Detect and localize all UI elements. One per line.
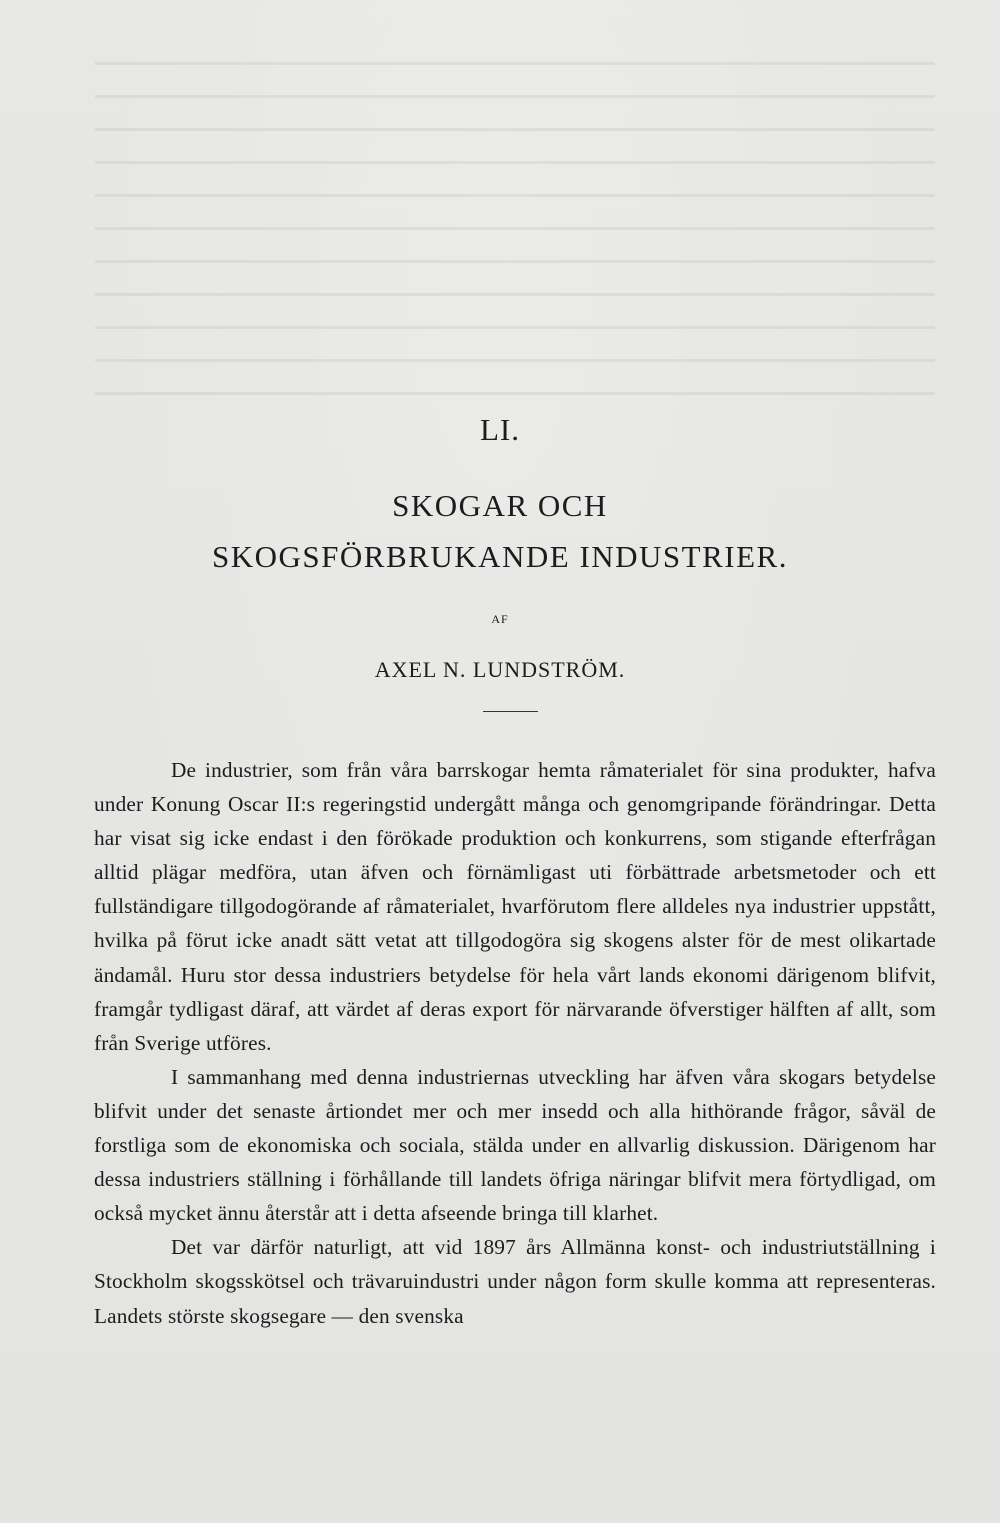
title-divider — [483, 711, 538, 712]
chapter-title-line-2: SKOGSFÖRBRUKANDE INDUSTRIER. — [212, 539, 788, 574]
paragraph: De industrier, som från våra barrskogar hemta råmaterialet för sina produkter, hafva under Konung Oscar II:s regeringstid undergått många och genomgripande förändringar. Detta har visat sig icke endast i den förökade produktion och konkurrens, som stigande efterfrågan alltid plägar medföra, utan äfven och förnämligast uti förbättrade arbetsmetoder och ett fullständigare tillgodogörande af råmaterialet, hvarförutom flere alldeles nya industrier uppstått, hvilka på förut icke anadt sätt vetat att tillgodogöra sig skogens alster för de mest olikartade ändamål. Huru stor dessa industriers betydelse för hela vårt lands ekonomi därigenom blifvit, framgår tydligast däraf, att värdet af deras export för närvarande öfverstiger hälften af allt, som från Sverige utföres. — [94, 758, 936, 1055]
chapter-title-line-1: SKOGAR OCH — [392, 488, 608, 523]
paragraph: I sammanhang med denna industriernas utveckling har äfven våra skogars betydelse blifvit under det senaste årtiondet mer och mer insedd och alla hithörande frågor, såväl de forstliga som de ekonomiska och sociala, stälda under en allvarlig diskussion. Därigenom har dessa industriers ställning i förhållande till landets öfriga näringar blifvit mera förtydligad, om också mycket ännu återstår att i detta afseende bringa till klarhet. — [94, 1064, 936, 1226]
chapter-number: LI. — [479, 412, 520, 447]
author-name: AXEL N. LUNDSTRÖM. — [374, 657, 626, 682]
byline-label: AF — [491, 612, 509, 626]
body-text — [94, 753, 936, 1333]
paragraph: Det var därför naturligt, att vid 1897 års Allmänna konst- och industriutställning i Stockholm skogsskötsel och trävaruindustri under någon form skulle komma att representeras. Landets störste skogsegare — den svenska — [94, 1235, 936, 1328]
bleed-through-texture — [95, 40, 935, 410]
